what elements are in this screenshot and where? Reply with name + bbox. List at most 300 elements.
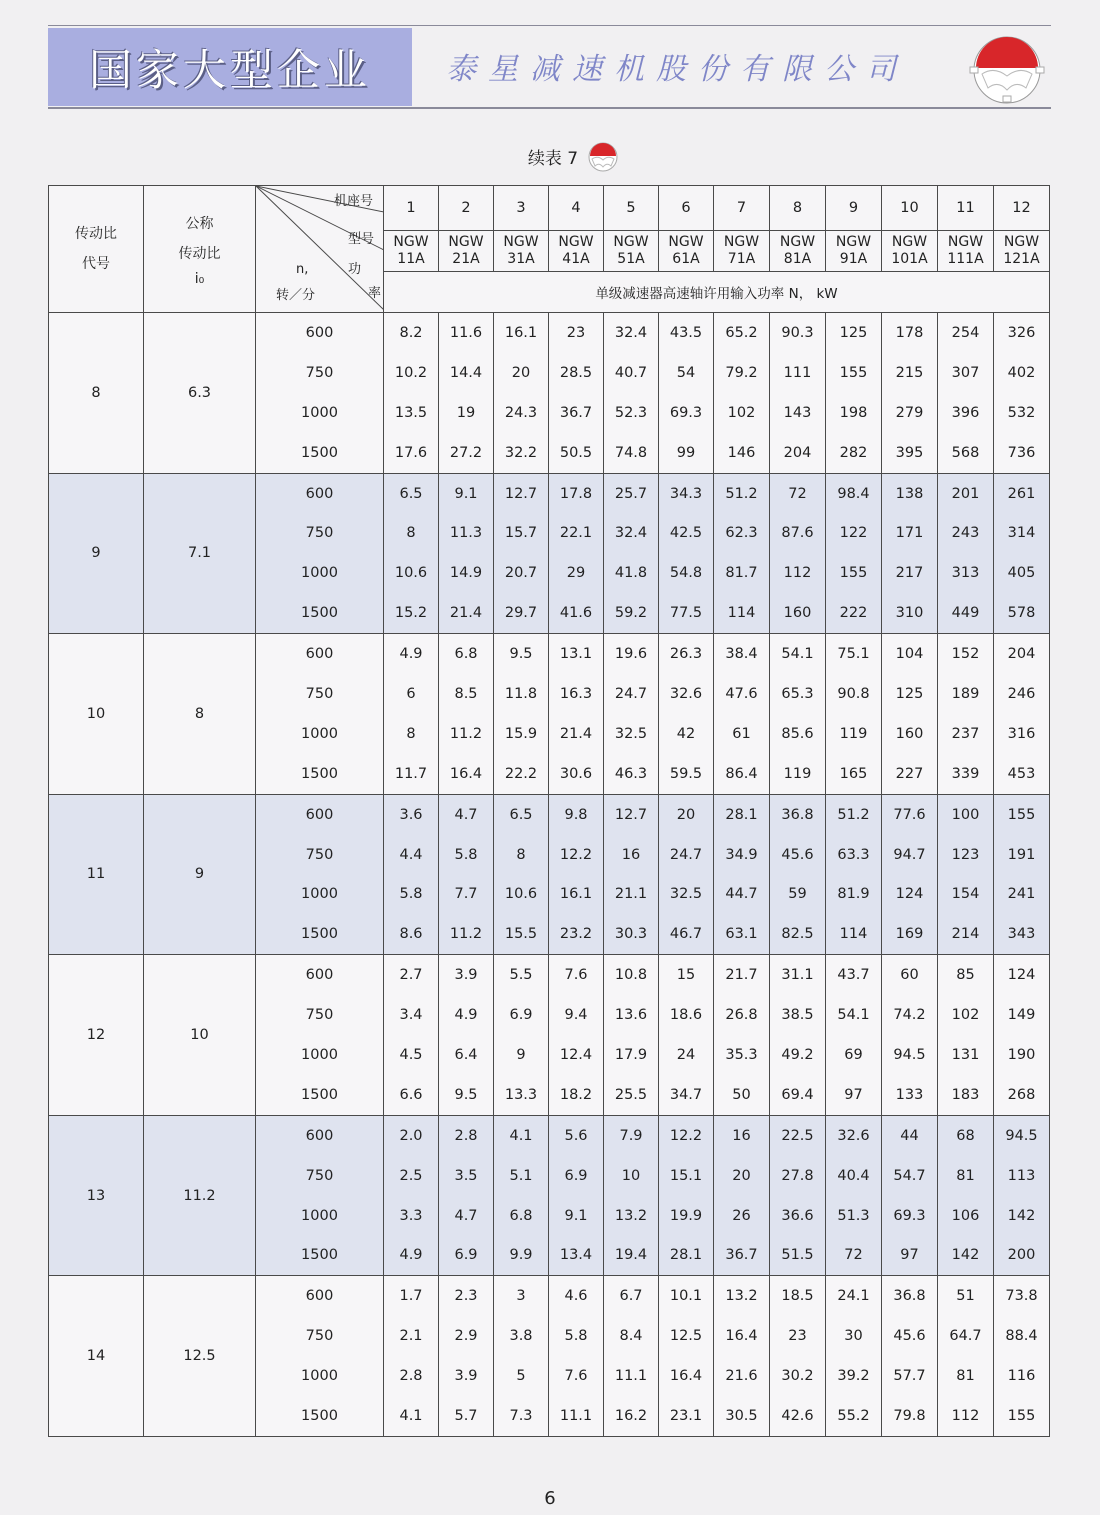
power-value-cell: 138 <box>882 473 938 513</box>
power-value-cell: 30.5 <box>714 1396 770 1436</box>
power-value-cell: 51.2 <box>826 794 882 834</box>
power-value-cell: 69.3 <box>882 1196 938 1236</box>
header-model-9: NGW 91A <box>826 231 882 272</box>
power-value-cell: 160 <box>770 593 826 633</box>
speed-cell: 1500 <box>256 1235 384 1275</box>
power-value-cell: 13.5 <box>384 393 439 433</box>
power-value-cell: 214 <box>938 914 994 954</box>
power-value-cell: 169 <box>882 914 938 954</box>
power-value-cell: 34.7 <box>659 1075 714 1115</box>
power-value-cell: 30.6 <box>549 754 604 794</box>
power-value-cell: 2.9 <box>439 1316 494 1356</box>
power-value-cell: 112 <box>770 553 826 593</box>
power-value-cell: 114 <box>826 914 882 954</box>
power-value-cell: 16.3 <box>549 674 604 714</box>
table-caption: 续表 7 <box>527 148 579 169</box>
power-value-cell: 60 <box>882 955 938 995</box>
power-value-cell: 125 <box>826 313 882 353</box>
power-value-cell: 51.2 <box>714 473 770 513</box>
power-value-cell: 6.8 <box>494 1196 549 1236</box>
power-value-cell: 6.8 <box>439 634 494 674</box>
power-value-cell: 6.9 <box>494 995 549 1035</box>
header-frame-11: 11 <box>938 186 994 231</box>
power-value-cell: 46.7 <box>659 914 714 954</box>
power-value-cell: 2.8 <box>439 1115 494 1155</box>
power-value-cell: 6.9 <box>439 1235 494 1275</box>
power-value-cell: 24.7 <box>604 674 659 714</box>
power-value-cell: 23 <box>770 1316 826 1356</box>
power-value-cell: 22.5 <box>770 1115 826 1155</box>
power-value-cell: 191 <box>994 835 1050 875</box>
header-model-1: NGW 11A <box>384 231 439 272</box>
power-value-cell: 69.3 <box>659 393 714 433</box>
power-value-cell: 20 <box>494 353 549 393</box>
power-value-cell: 9 <box>494 1035 549 1075</box>
table-row <box>49 794 1050 834</box>
power-value-cell: 90.8 <box>826 674 882 714</box>
power-value-cell: 27.2 <box>439 433 494 473</box>
power-value-cell: 9.8 <box>549 794 604 834</box>
power-value-cell: 282 <box>826 433 882 473</box>
header-frame-10: 10 <box>882 186 938 231</box>
power-value-cell: 11.3 <box>439 513 494 553</box>
power-value-cell: 155 <box>994 794 1050 834</box>
speed-cell: 1500 <box>256 1075 384 1115</box>
speed-cell: 1500 <box>256 593 384 633</box>
power-value-cell: 254 <box>938 313 994 353</box>
header-frame-4: 4 <box>549 186 604 231</box>
power-value-cell: 59.5 <box>659 754 714 794</box>
ratio-code-cell: 13 <box>49 1115 144 1276</box>
power-value-cell: 6.4 <box>439 1035 494 1075</box>
power-value-cell: 72 <box>770 473 826 513</box>
header-frame-9: 9 <box>826 186 882 231</box>
power-value-cell: 116 <box>994 1356 1050 1396</box>
power-value-cell: 61 <box>714 714 770 754</box>
power-value-cell: 74.8 <box>604 433 659 473</box>
power-value-cell: 21.7 <box>714 955 770 995</box>
power-value-cell: 111 <box>770 353 826 393</box>
power-value-cell: 16.1 <box>549 874 604 914</box>
power-value-cell: 45.6 <box>770 835 826 875</box>
power-value-cell: 69 <box>826 1035 882 1075</box>
power-value-cell: 15.7 <box>494 513 549 553</box>
power-value-cell: 38.5 <box>770 995 826 1035</box>
power-value-cell: 104 <box>882 634 938 674</box>
power-value-cell: 32.5 <box>659 874 714 914</box>
power-value-cell: 59 <box>770 874 826 914</box>
power-value-cell: 2.3 <box>439 1276 494 1316</box>
power-value-cell: 32.2 <box>494 433 549 473</box>
header-model-2: NGW 21A <box>439 231 494 272</box>
speed-cell: 1500 <box>256 754 384 794</box>
header-model-3: NGW 31A <box>494 231 549 272</box>
power-value-cell: 241 <box>994 874 1050 914</box>
power-value-cell: 26 <box>714 1196 770 1236</box>
power-value-cell: 402 <box>994 353 1050 393</box>
power-value-cell: 16.4 <box>439 754 494 794</box>
power-value-cell: 39.2 <box>826 1356 882 1396</box>
power-value-cell: 99 <box>659 433 714 473</box>
power-value-cell: 532 <box>994 393 1050 433</box>
header-diagonal-cell: 机座号 型号 功 率 n, 转／分 <box>256 186 384 313</box>
power-value-cell: 42.5 <box>659 513 714 553</box>
speed-cell: 1000 <box>256 874 384 914</box>
power-value-cell: 23 <box>549 313 604 353</box>
power-value-cell: 25.7 <box>604 473 659 513</box>
power-value-cell: 45.6 <box>882 1316 938 1356</box>
power-value-cell: 81 <box>938 1156 994 1196</box>
power-value-cell: 23.1 <box>659 1396 714 1436</box>
power-value-cell: 11.2 <box>439 714 494 754</box>
power-value-cell: 30.2 <box>770 1356 826 1396</box>
banner-top-rule <box>48 25 1051 26</box>
company-name: 泰星减速机股份有限公司 <box>446 52 908 87</box>
power-value-cell: 74.2 <box>882 995 938 1035</box>
power-value-cell: 114 <box>714 593 770 633</box>
power-value-cell: 198 <box>826 393 882 433</box>
power-value-cell: 10.6 <box>384 553 439 593</box>
power-value-cell: 77.6 <box>882 794 938 834</box>
table-caption-wrap <box>0 140 1100 172</box>
power-value-cell: 36.8 <box>770 794 826 834</box>
nominal-ratio-cell: 6.3 <box>144 313 256 474</box>
power-value-cell: 131 <box>938 1035 994 1075</box>
speed-cell: 600 <box>256 473 384 513</box>
power-value-cell: 32.4 <box>604 513 659 553</box>
power-value-cell: 16.4 <box>714 1316 770 1356</box>
header-model-5: NGW 51A <box>604 231 659 272</box>
power-value-cell: 395 <box>882 433 938 473</box>
power-value-cell: 20 <box>714 1156 770 1196</box>
power-value-cell: 5.8 <box>439 835 494 875</box>
power-value-cell: 154 <box>938 874 994 914</box>
power-value-cell: 449 <box>938 593 994 633</box>
power-value-cell: 6.5 <box>494 794 549 834</box>
power-value-cell: 4.9 <box>439 995 494 1035</box>
power-value-cell: 32.5 <box>604 714 659 754</box>
power-value-cell: 11.2 <box>439 914 494 954</box>
power-value-cell: 26.8 <box>714 995 770 1035</box>
power-value-cell: 5.1 <box>494 1156 549 1196</box>
power-value-cell: 27.8 <box>770 1156 826 1196</box>
power-value-cell: 3.3 <box>384 1196 439 1236</box>
speed-cell: 1500 <box>256 433 384 473</box>
power-value-cell: 149 <box>994 995 1050 1035</box>
header-power-label: 单级减速器高速轴许用输入功率 N， kW <box>384 272 1050 313</box>
power-value-cell: 215 <box>882 353 938 393</box>
power-value-cell: 20.7 <box>494 553 549 593</box>
power-value-cell: 3.9 <box>439 955 494 995</box>
power-value-cell: 201 <box>938 473 994 513</box>
power-value-cell: 9.4 <box>549 995 604 1035</box>
power-value-cell: 12.2 <box>659 1115 714 1155</box>
power-value-cell: 3.5 <box>439 1156 494 1196</box>
power-value-cell: 9.1 <box>439 473 494 513</box>
power-value-cell: 5 <box>494 1356 549 1396</box>
power-value-cell: 4.7 <box>439 794 494 834</box>
power-value-cell: 1.7 <box>384 1276 439 1316</box>
power-value-cell: 8.2 <box>384 313 439 353</box>
power-value-cell: 54.1 <box>826 995 882 1035</box>
power-value-cell: 35.3 <box>714 1035 770 1075</box>
power-value-cell: 30.3 <box>604 914 659 954</box>
power-value-cell: 113 <box>994 1156 1050 1196</box>
nominal-ratio-cell: 12.5 <box>144 1276 256 1437</box>
power-value-cell: 9.5 <box>494 634 549 674</box>
power-value-cell: 75.1 <box>826 634 882 674</box>
header-model-4: NGW 41A <box>549 231 604 272</box>
power-value-cell: 16.4 <box>659 1356 714 1396</box>
power-value-cell: 32.6 <box>659 674 714 714</box>
power-value-cell: 119 <box>770 754 826 794</box>
power-value-cell: 14.4 <box>439 353 494 393</box>
power-value-cell: 310 <box>882 593 938 633</box>
power-value-cell: 42 <box>659 714 714 754</box>
power-value-cell: 19.4 <box>604 1235 659 1275</box>
power-value-cell: 5.5 <box>494 955 549 995</box>
power-value-cell: 72 <box>826 1235 882 1275</box>
speed-cell: 1000 <box>256 714 384 754</box>
power-value-cell: 85.6 <box>770 714 826 754</box>
nominal-ratio-cell: 8 <box>144 634 256 795</box>
power-value-cell: 5.6 <box>549 1115 604 1155</box>
banner-bottom-rule <box>48 107 1051 109</box>
power-value-cell: 217 <box>882 553 938 593</box>
header-frame-7: 7 <box>714 186 770 231</box>
speed-cell: 750 <box>256 835 384 875</box>
power-value-cell: 28.1 <box>659 1235 714 1275</box>
table-row <box>49 313 1050 353</box>
power-value-cell: 36.8 <box>882 1276 938 1316</box>
power-value-cell: 85 <box>938 955 994 995</box>
caption-logo-icon <box>584 140 622 172</box>
power-value-cell: 90.3 <box>770 313 826 353</box>
power-value-cell: 13.2 <box>714 1276 770 1316</box>
power-value-cell: 4.4 <box>384 835 439 875</box>
power-value-cell: 12.7 <box>604 794 659 834</box>
banner-title-box <box>48 28 412 106</box>
power-value-cell: 339 <box>938 754 994 794</box>
nominal-ratio-cell: 7.1 <box>144 473 256 634</box>
power-value-cell: 41.8 <box>604 553 659 593</box>
power-value-cell: 9.5 <box>439 1075 494 1115</box>
header-model-6: NGW 61A <box>659 231 714 272</box>
power-value-cell: 16 <box>714 1115 770 1155</box>
power-value-cell: 222 <box>826 593 882 633</box>
header-model-10: NGW 101A <box>882 231 938 272</box>
power-value-cell: 26.3 <box>659 634 714 674</box>
power-value-cell: 189 <box>938 674 994 714</box>
header-model-8: NGW 81A <box>770 231 826 272</box>
power-value-cell: 51.3 <box>826 1196 882 1236</box>
power-value-cell: 36.7 <box>714 1235 770 1275</box>
power-value-cell: 97 <box>882 1235 938 1275</box>
power-value-cell: 12.7 <box>494 473 549 513</box>
power-value-cell: 32.4 <box>604 313 659 353</box>
speed-cell: 1000 <box>256 1356 384 1396</box>
power-value-cell: 4.7 <box>439 1196 494 1236</box>
power-value-cell: 204 <box>770 433 826 473</box>
speed-cell: 750 <box>256 1156 384 1196</box>
power-value-cell: 204 <box>994 634 1050 674</box>
power-value-cell: 246 <box>994 674 1050 714</box>
power-value-cell: 87.6 <box>770 513 826 553</box>
power-value-cell: 8.4 <box>604 1316 659 1356</box>
power-value-cell: 146 <box>714 433 770 473</box>
power-value-cell: 343 <box>994 914 1050 954</box>
power-value-cell: 94.7 <box>882 835 938 875</box>
header-nominal-ratio: 公称 传动比 i₀ <box>144 186 256 313</box>
power-value-cell: 125 <box>882 674 938 714</box>
speed-cell: 600 <box>256 1276 384 1316</box>
power-value-cell: 29.7 <box>494 593 549 633</box>
header-frame-2: 2 <box>439 186 494 231</box>
power-value-cell: 11.1 <box>604 1356 659 1396</box>
power-value-cell: 15.9 <box>494 714 549 754</box>
power-value-cell: 6.9 <box>549 1156 604 1196</box>
power-value-cell: 12.2 <box>549 835 604 875</box>
power-value-cell: 69.4 <box>770 1075 826 1115</box>
power-value-cell: 11.7 <box>384 754 439 794</box>
power-value-cell: 8.5 <box>439 674 494 714</box>
power-value-cell: 21.1 <box>604 874 659 914</box>
speed-cell: 750 <box>256 513 384 553</box>
power-value-cell: 268 <box>994 1075 1050 1115</box>
power-value-cell: 3.4 <box>384 995 439 1035</box>
power-value-cell: 227 <box>882 754 938 794</box>
power-value-cell: 123 <box>938 835 994 875</box>
power-value-cell: 100 <box>938 794 994 834</box>
nominal-ratio-cell: 10 <box>144 955 256 1116</box>
power-table <box>48 185 1050 1437</box>
power-value-cell: 36.6 <box>770 1196 826 1236</box>
power-value-cell: 22.1 <box>549 513 604 553</box>
speed-cell: 600 <box>256 313 384 353</box>
power-value-cell: 65.2 <box>714 313 770 353</box>
power-value-cell: 171 <box>882 513 938 553</box>
power-value-cell: 200 <box>994 1235 1050 1275</box>
power-value-cell: 19.9 <box>659 1196 714 1236</box>
power-value-cell: 5.8 <box>384 874 439 914</box>
power-value-cell: 82.5 <box>770 914 826 954</box>
power-value-cell: 112 <box>938 1396 994 1436</box>
power-value-cell: 29 <box>549 553 604 593</box>
power-value-cell: 52.3 <box>604 393 659 433</box>
power-value-cell: 50.5 <box>549 433 604 473</box>
power-value-cell: 316 <box>994 714 1050 754</box>
power-value-cell: 86.4 <box>714 754 770 794</box>
power-value-cell: 3.8 <box>494 1316 549 1356</box>
power-value-cell: 64.7 <box>938 1316 994 1356</box>
power-value-cell: 4.9 <box>384 1235 439 1275</box>
power-value-cell: 124 <box>882 874 938 914</box>
speed-cell: 1000 <box>256 1035 384 1075</box>
speed-cell: 600 <box>256 1115 384 1155</box>
header-model-12: NGW 121A <box>994 231 1050 272</box>
power-value-cell: 79.8 <box>882 1396 938 1436</box>
power-value-cell: 6.6 <box>384 1075 439 1115</box>
power-value-cell: 4.6 <box>549 1276 604 1316</box>
power-value-cell: 15 <box>659 955 714 995</box>
banner-title: 国家大型企业 <box>89 45 371 96</box>
speed-cell: 1500 <box>256 914 384 954</box>
power-value-cell: 2.8 <box>384 1356 439 1396</box>
power-value-cell: 237 <box>938 714 994 754</box>
speed-cell: 600 <box>256 794 384 834</box>
power-value-cell: 142 <box>994 1196 1050 1236</box>
header-frame-12: 12 <box>994 186 1050 231</box>
power-value-cell: 2.7 <box>384 955 439 995</box>
power-value-cell: 57.7 <box>882 1356 938 1396</box>
power-value-cell: 3 <box>494 1276 549 1316</box>
header-frame-8: 8 <box>770 186 826 231</box>
power-value-cell: 30 <box>826 1316 882 1356</box>
power-value-cell: 5.7 <box>439 1396 494 1436</box>
power-value-cell: 15.5 <box>494 914 549 954</box>
power-value-cell: 2.0 <box>384 1115 439 1155</box>
power-value-cell: 19.6 <box>604 634 659 674</box>
power-value-cell: 16.1 <box>494 313 549 353</box>
power-value-cell: 16 <box>604 835 659 875</box>
power-value-cell: 11.6 <box>439 313 494 353</box>
power-value-cell: 22.2 <box>494 754 549 794</box>
power-value-cell: 155 <box>994 1396 1050 1436</box>
power-value-cell: 453 <box>994 754 1050 794</box>
power-value-cell: 97 <box>826 1075 882 1115</box>
table-row <box>49 1115 1050 1155</box>
power-value-cell: 568 <box>938 433 994 473</box>
power-value-cell: 307 <box>938 353 994 393</box>
power-value-cell: 77.5 <box>659 593 714 633</box>
power-value-cell: 326 <box>994 313 1050 353</box>
power-value-cell: 7.9 <box>604 1115 659 1155</box>
power-value-cell: 102 <box>938 995 994 1035</box>
speed-cell: 1000 <box>256 1196 384 1236</box>
ratio-code-cell: 8 <box>49 313 144 474</box>
power-value-cell: 79.2 <box>714 353 770 393</box>
power-value-cell: 4.1 <box>494 1115 549 1155</box>
header-model-11: NGW 111A <box>938 231 994 272</box>
power-value-cell: 44 <box>882 1115 938 1155</box>
power-value-cell: 98.4 <box>826 473 882 513</box>
power-value-cell: 43.7 <box>826 955 882 995</box>
power-value-cell: 50 <box>714 1075 770 1115</box>
power-value-cell: 8.6 <box>384 914 439 954</box>
power-value-cell: 143 <box>770 393 826 433</box>
power-value-cell: 178 <box>882 313 938 353</box>
power-value-cell: 142 <box>938 1235 994 1275</box>
power-value-cell: 106 <box>938 1196 994 1236</box>
power-value-cell: 12.4 <box>549 1035 604 1075</box>
power-value-cell: 18.6 <box>659 995 714 1035</box>
power-value-cell: 14.9 <box>439 553 494 593</box>
header-frame-1: 1 <box>384 186 439 231</box>
power-value-cell: 31.1 <box>770 955 826 995</box>
power-value-cell: 42.6 <box>770 1396 826 1436</box>
power-value-cell: 160 <box>882 714 938 754</box>
power-value-cell: 59.2 <box>604 593 659 633</box>
ratio-code-cell: 14 <box>49 1276 144 1437</box>
power-value-cell: 7.6 <box>549 955 604 995</box>
power-value-cell: 40.4 <box>826 1156 882 1196</box>
power-value-cell: 155 <box>826 553 882 593</box>
power-value-cell: 38.4 <box>714 634 770 674</box>
power-value-cell: 62.3 <box>714 513 770 553</box>
power-value-cell: 17.9 <box>604 1035 659 1075</box>
power-value-cell: 54.7 <box>882 1156 938 1196</box>
power-value-cell: 124 <box>994 955 1050 995</box>
